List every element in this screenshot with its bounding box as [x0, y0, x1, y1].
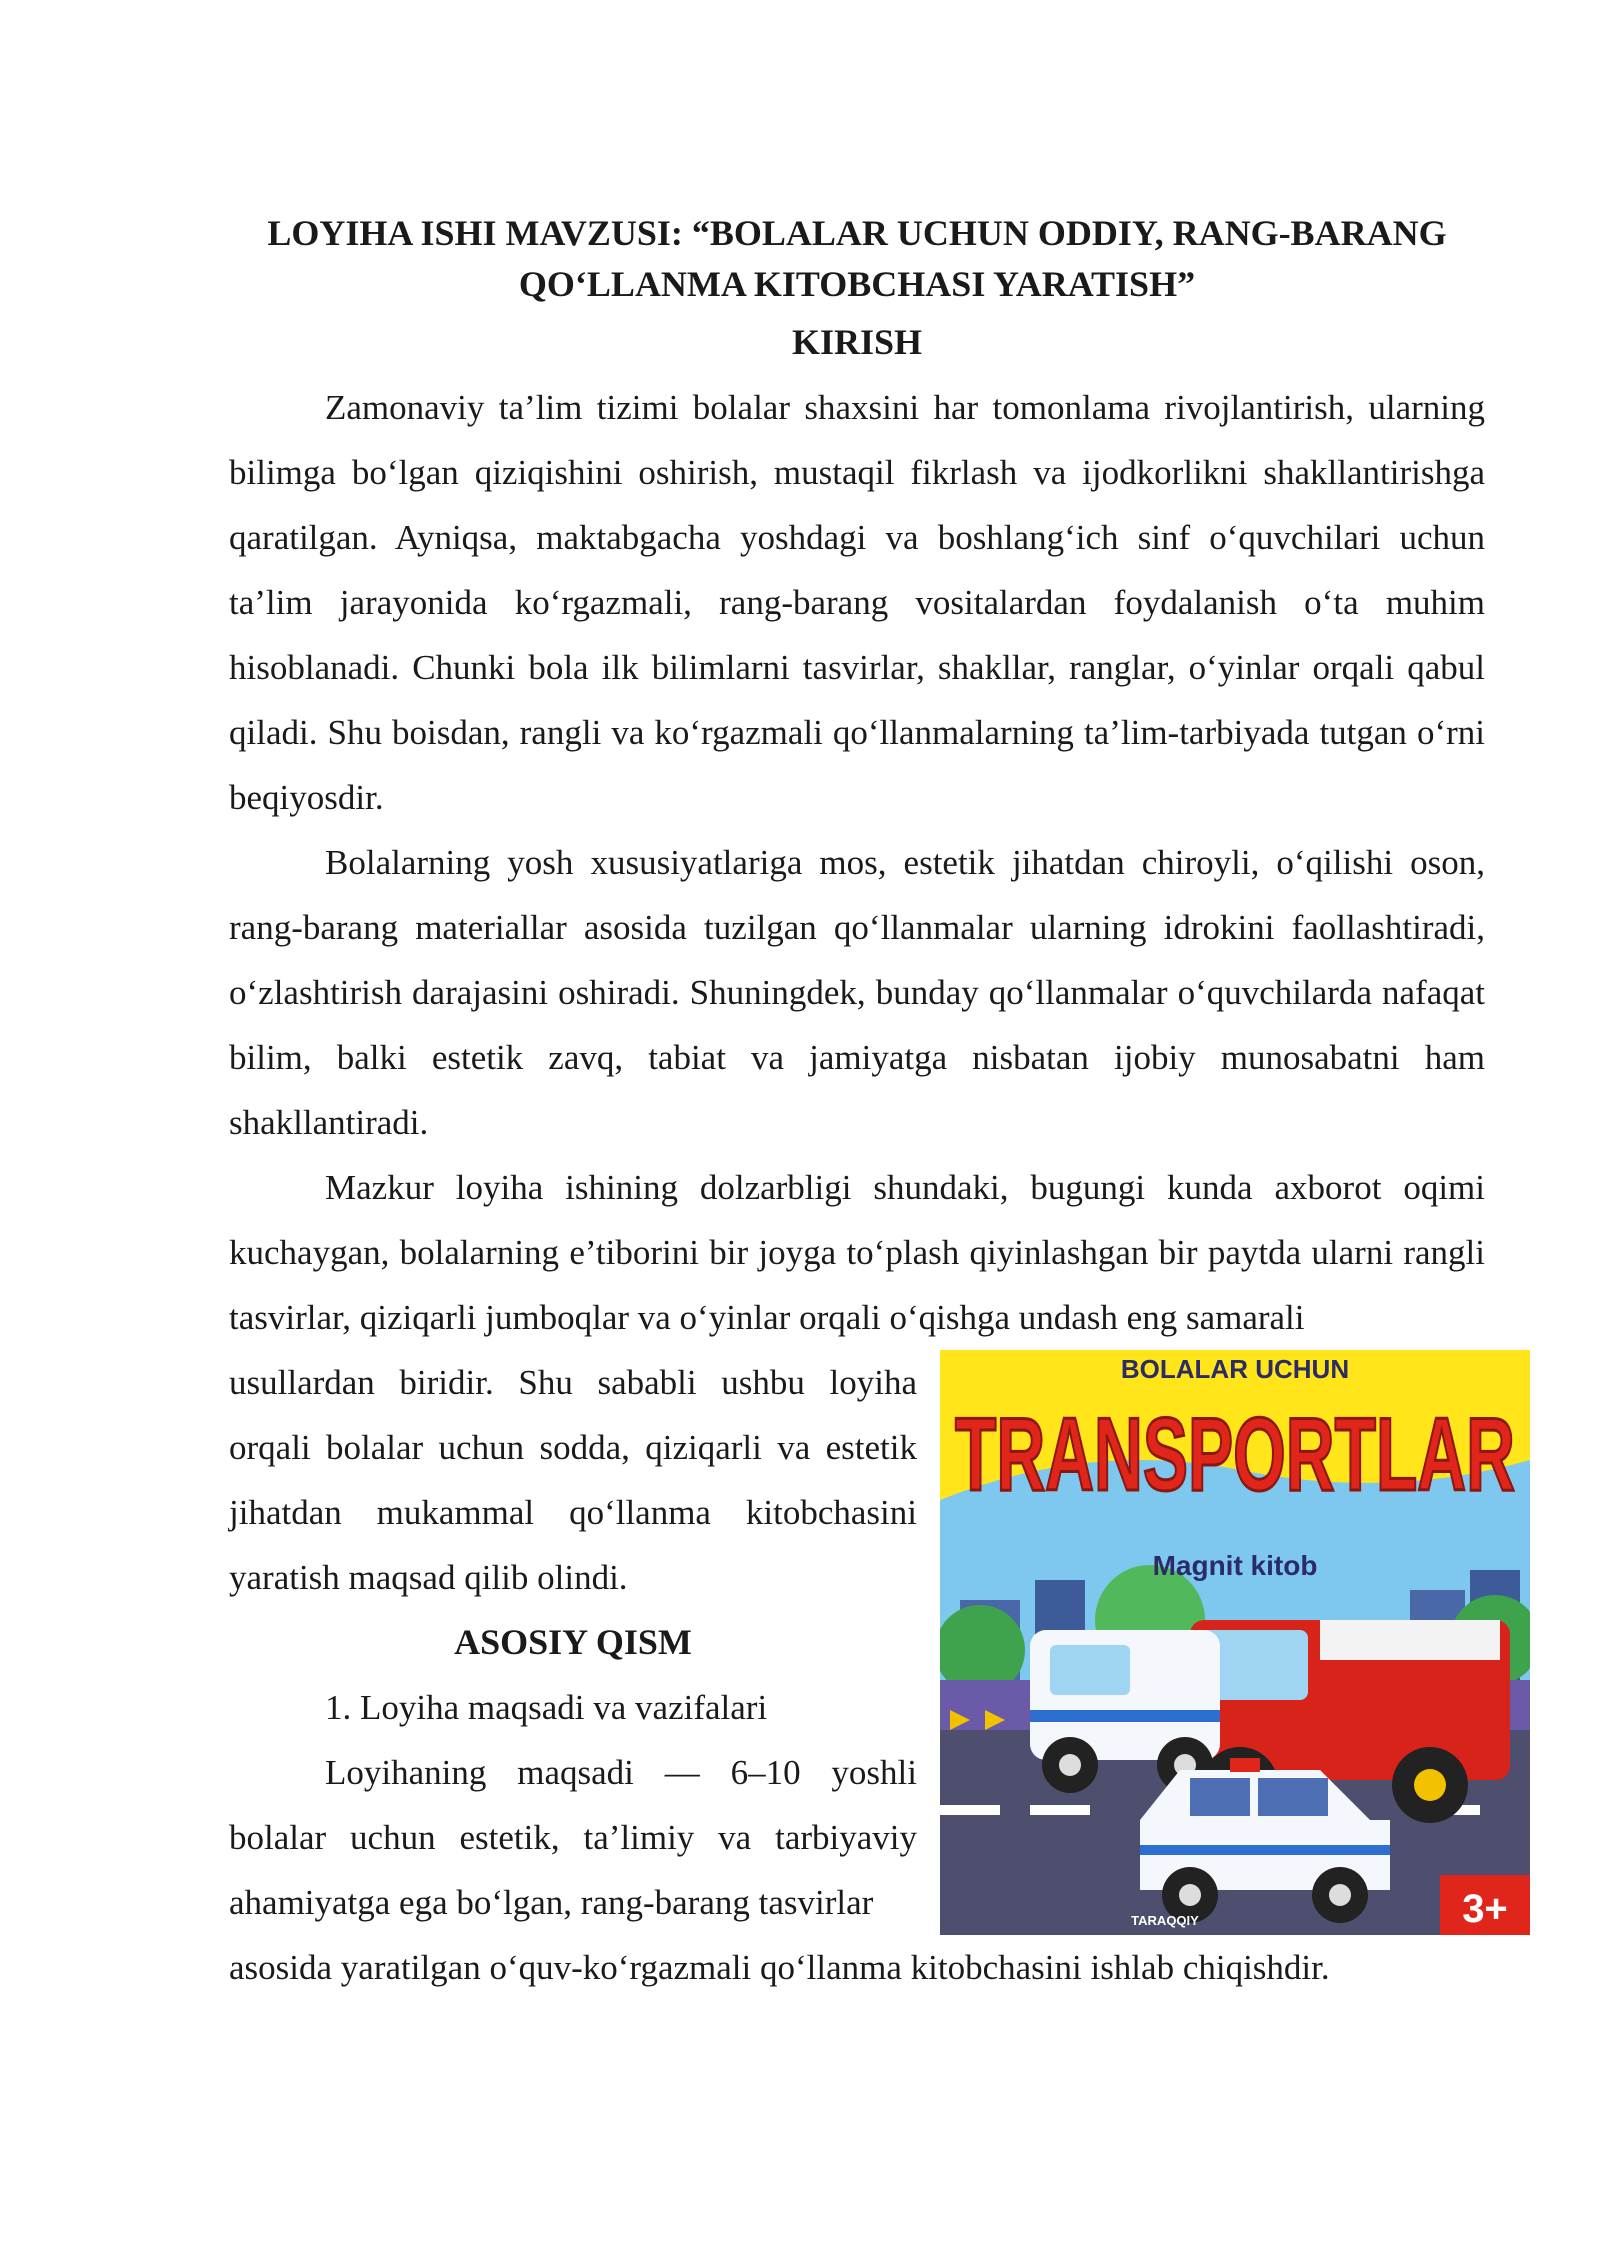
paragraph-4-end: asosida yaratilgan o‘quv-ko‘rgazmali qo‘llanma kitobchasini ishlab chiqishdir.: [229, 1948, 1330, 1987]
title-line-1: LOYIHA ISHI MAVZUSI: “BOLALAR UCHUN ODDIY, RANG-BARANG: [267, 213, 1447, 253]
paragraph-4: Loyihaning maqsadi — 6–10 yoshli bolalar uchun estetik, ta’limiy va tarbiyaviy ahamiyatga ega bo‘lgan, rang-barang tasvirlar: [229, 1753, 917, 1922]
page-content: [229, 208, 1515, 2000]
cover-publisher: TARAQQIY: [1131, 1913, 1199, 1928]
paragraph-3-continued: usullardan biridir. Shu sababli ushbu loyiha orqali bolalar uchun sodda, qiziqarli va estetik jihatdan mukammal qo‘llanma kitobchasini yaratish maqsad qilib olindi.: [229, 1363, 917, 1597]
wrapped-section: [229, 1350, 1515, 1935]
page-title: [229, 208, 1485, 310]
cover-top-text: BOLALAR UCHUN: [1120, 1354, 1350, 1384]
book-cover-illustration: [940, 1350, 1530, 1935]
paragraph-1: Zamonaviy ta’lim tizimi bolalar shaxsini har tomonlama rivojlantirish, ularning bilimga bo‘lgan qiziqishini oshirish, mustaqil fikrlash va ijodkorlikni shakllantirishga qaratilgan. Ayniqsa, maktabgacha yoshdagi va boshlang‘ich sinf o‘quvchilari uchun ta’lim jarayonida ko‘rgazmali, rang-barang vositalardan foydalanish o‘ta muhim hisoblanadi. Chunki bola ilk bilimlarni tasvirlar, shakllar, ranglar, o‘yinlar orqali qabul qiladi. Shu boisdan, rangli va ko‘rgazmali qo‘llanmalarning ta’lim-tarbiyada tutgan o‘rni beqiyosdir.: [229, 388, 1485, 817]
intro-heading: KIRISH: [791, 322, 923, 362]
cover-subtitle: Magnit kitob: [1152, 1550, 1318, 1581]
paragraph-2: Bolalarning yosh xususiyatlariga mos, estetik jihatdan chiroyli, o‘qilishi oson, rang-barang materiallar asosida tuzilgan qo‘llanmalar ularning idrokini faollashtiradi, o‘zlashtirish darajasini oshiradi. Shuningdek, bunday qo‘llanmalar o‘quvchilarda nafaqat bilim, balki estetik zavq, tabiat va jamiyatga nisbatan ijobiy munosabatni ham shakllantiradi.: [229, 843, 1485, 1142]
paragraph-3: Mazkur loyiha ishining dolzarbligi shundaki, bugungi kunda axborot oqimi kuchaygan, bolalarning e’tiborini bir joyga to‘plash qiyinlashgan bir paytda ularni rangli tasvirlar, qiziqarli jumboqlar va o‘yinlar orqali o‘qishga undash eng samarali: [229, 1168, 1485, 1337]
title-line-2: QO‘LLANMA KITOBCHASI YARATISH”: [518, 264, 1196, 304]
book-cover-image: [940, 1350, 1530, 1935]
text-column: [229, 1350, 917, 1935]
cover-title: TRANSPORTLAR: [955, 1397, 1515, 1513]
section-1-title: 1. Loyiha maqsadi va vazifalari: [325, 1688, 768, 1727]
main-heading: ASOSIY QISM: [454, 1622, 692, 1662]
cover-age-badge: 3+: [1462, 1887, 1508, 1931]
